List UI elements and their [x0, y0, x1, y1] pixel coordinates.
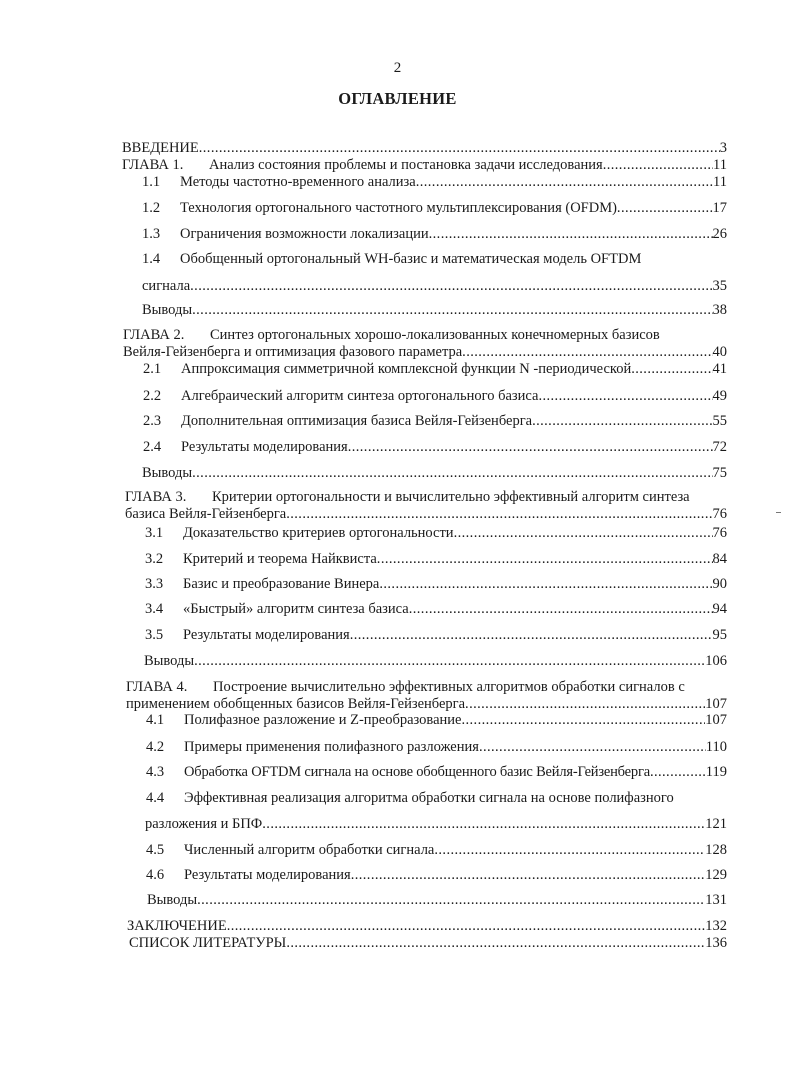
section-number: 1.2	[142, 200, 161, 216]
entry-text: Численный алгоритм обработки сигнала	[184, 842, 435, 858]
dot-leader	[286, 505, 712, 523]
entry-text: Дополнительная оптимизация базиса Вейля-Гейзенберга	[181, 413, 533, 429]
section-number: 3.2	[145, 551, 164, 567]
entry-text: Полифазное разложение и Z-преобразование	[184, 712, 462, 728]
section-number: 4.2	[146, 739, 165, 755]
entry-page: 110	[705, 739, 727, 755]
dot-leader	[603, 156, 713, 174]
entry-page: 121	[705, 816, 727, 832]
toc-conclusions	[142, 464, 727, 482]
chapter-label: ГЛАВА 1.	[122, 157, 184, 173]
entry-text: Критерий и теорема Найквиста	[183, 551, 377, 567]
toc-conclusions	[147, 891, 727, 909]
entry-page: 107	[705, 712, 727, 728]
entry-text: Результаты моделирования	[181, 439, 348, 455]
entry-text: Результаты моделирования	[184, 867, 351, 883]
page-number: 2	[393, 60, 402, 76]
entry-text: Доказательство критериев ортогональности	[183, 525, 454, 541]
dot-leader	[409, 600, 713, 618]
toc-section	[146, 866, 727, 884]
entry-text: «Быстрый» алгоритм синтеза базиса	[183, 601, 409, 617]
toc-section	[146, 789, 727, 807]
entry-page: 84	[712, 551, 727, 567]
toc-section	[145, 550, 727, 568]
section-number: 2.3	[143, 413, 162, 429]
dot-leader	[454, 524, 713, 542]
page-title: ОГЛАВЛЕНИЕ	[338, 89, 457, 108]
toc-chapter-continuation	[125, 505, 727, 523]
dot-leader	[192, 464, 712, 482]
dot-leader	[192, 301, 712, 319]
entry-text: Обобщенный ортогональный WH-базис и математическая модель OFTDM	[180, 251, 642, 267]
section-number: 2.1	[143, 361, 162, 377]
entry-text: базиса Вейля-Гейзенберга	[125, 506, 287, 522]
dot-leader	[199, 139, 720, 157]
dot-leader	[190, 277, 712, 295]
entry-page: 11	[713, 174, 727, 190]
entry-page: 49	[712, 388, 727, 404]
entry-page: 55	[712, 413, 727, 429]
dot-leader	[434, 841, 705, 859]
toc-section	[145, 626, 727, 644]
toc-chapter-3	[125, 488, 727, 506]
dot-leader	[227, 917, 706, 935]
entry-text: ВВЕДЕНИЕ	[122, 140, 199, 156]
entry-page: 72	[712, 439, 727, 455]
entry-text: Синтез ортогональных хорошо-локализованных конечномерных базисов	[210, 327, 660, 343]
entry-text: Построение вычислительно эффективных алгоритмов обработки сигналов с	[213, 679, 685, 695]
toc-section	[145, 600, 727, 618]
entry-page: 95	[712, 627, 727, 643]
section-number: 3.4	[145, 601, 164, 617]
chapter-label: ГЛАВА 2.	[123, 327, 185, 343]
toc-chapter-2	[123, 326, 727, 344]
entry-text: Обработка OFTDM сигнала на основе обобщенного базис Вейля-Гейзенберга	[184, 764, 650, 780]
toc-conclusions	[144, 652, 727, 670]
chapter-label: ГЛАВА 3.	[125, 489, 187, 505]
dot-leader	[416, 173, 713, 191]
dot-leader	[532, 412, 712, 430]
toc-section	[146, 711, 727, 729]
toc-entry-intro	[122, 139, 727, 157]
section-number: 4.4	[146, 790, 165, 806]
toc-section	[142, 250, 727, 268]
entry-page: 38	[712, 302, 727, 318]
entry-page: 128	[705, 842, 727, 858]
toc-section	[143, 438, 727, 456]
entry-page: 107	[705, 696, 727, 712]
entry-page: 75	[712, 465, 727, 481]
toc-section	[143, 412, 727, 430]
section-number: 1.4	[142, 251, 161, 267]
dot-leader	[348, 438, 713, 456]
toc-entry-references	[129, 934, 727, 952]
dot-leader	[262, 815, 705, 833]
entry-text: разложения и БПФ	[145, 816, 263, 832]
entry-page: 40	[712, 344, 727, 360]
entry-text: ЗАКЛЮЧЕНИЕ	[127, 918, 227, 934]
entry-text: Критерии ортогональности и вычислительно эффективный алгоритм синтеза	[212, 489, 690, 505]
entry-text: Выводы	[144, 653, 195, 669]
entry-page: 129	[705, 867, 727, 883]
section-number: 1.3	[142, 226, 161, 242]
entry-page: 94	[712, 601, 727, 617]
dot-leader	[194, 652, 705, 670]
entry-text: Алгебраический алгоритм синтеза ортогонального базиса	[181, 388, 539, 404]
dot-leader	[379, 575, 712, 593]
dot-leader	[350, 626, 713, 644]
toc-section	[146, 841, 727, 859]
entry-text: Выводы	[142, 465, 193, 481]
entry-text: Результаты моделирования	[183, 627, 350, 643]
toc-section	[142, 225, 727, 243]
entry-text: сигнала	[142, 278, 191, 294]
entry-page: 131	[705, 892, 727, 908]
dot-leader	[462, 343, 712, 361]
dot-leader	[197, 891, 705, 909]
entry-page: 17	[712, 200, 727, 216]
dot-leader	[631, 360, 712, 378]
toc-conclusions	[142, 301, 727, 319]
entry-page: 119	[705, 764, 727, 780]
entry-page: 76	[712, 506, 727, 522]
entry-text: Анализ состояния проблемы и постановка задачи исследования	[209, 157, 603, 173]
toc-section	[142, 199, 727, 217]
entry-page: 3	[719, 140, 727, 156]
dot-leader	[617, 199, 713, 217]
entry-text: Методы частотно-временного анализа	[180, 174, 416, 190]
toc-chapter-1	[122, 156, 727, 174]
dot-leader	[429, 225, 713, 243]
toc-section	[145, 524, 727, 542]
toc-chapter-continuation	[123, 343, 727, 361]
dot-leader	[351, 866, 706, 884]
dot-leader	[461, 711, 705, 729]
entry-text: Эффективная реализация алгоритма обработки сигнала на основе полифазного	[184, 790, 674, 806]
toc-section-continuation	[142, 277, 727, 295]
entry-text: Примеры применения полифазного разложения	[184, 739, 479, 755]
toc-section	[145, 575, 727, 593]
entry-text: Базис и преобразование Винера	[183, 576, 380, 592]
entry-text: Выводы	[147, 892, 198, 908]
entry-text: Выводы	[142, 302, 193, 318]
toc-section	[143, 387, 727, 405]
entry-text: Вейля-Гейзенберга и оптимизация фазового параметра	[123, 344, 463, 360]
section-number: 4.6	[146, 867, 165, 883]
toc-section	[143, 360, 727, 378]
entry-text: СПИСОК ЛИТЕРАТУРЫ	[129, 935, 287, 951]
section-number: 2.4	[143, 439, 162, 455]
toc-section	[146, 763, 727, 781]
dot-leader	[286, 934, 705, 952]
entry-text: применением обобщенных базисов Вейля-Гейзенберга	[126, 696, 466, 712]
section-number: 4.5	[146, 842, 165, 858]
entry-text: Ограничения возможности локализации	[180, 226, 429, 242]
entry-page: 26	[712, 226, 727, 242]
entry-page: 76	[712, 525, 727, 541]
dot-leader	[538, 387, 712, 405]
entry-page: 41	[712, 361, 727, 377]
dot-leader	[650, 763, 706, 781]
entry-page: 90	[712, 576, 727, 592]
chapter-label: ГЛАВА 4.	[126, 679, 188, 695]
toc-section	[142, 173, 727, 191]
entry-page: 132	[705, 918, 727, 934]
section-number: 4.3	[146, 764, 165, 780]
section-number: 1.1	[142, 174, 161, 190]
toc-chapter-4	[126, 678, 727, 696]
scan-artifact	[776, 512, 781, 513]
dot-leader	[479, 738, 706, 756]
dot-leader	[377, 550, 713, 568]
section-number: 2.2	[143, 388, 162, 404]
entry-page: 35	[712, 278, 727, 294]
section-number: 3.1	[145, 525, 164, 541]
entry-page: 11	[713, 157, 727, 173]
entry-text: Технология ортогонального частотного мультиплексирования (OFDM)	[180, 200, 617, 216]
entry-text: Аппроксимация симметричной комплексной функции N -периодической	[181, 361, 632, 377]
entry-page: 106	[705, 653, 727, 669]
section-number: 3.5	[145, 627, 164, 643]
section-number: 3.3	[145, 576, 164, 592]
toc-section-continuation	[145, 815, 727, 833]
toc-entry-conclusion	[127, 917, 727, 935]
section-number: 4.1	[146, 712, 165, 728]
toc-section	[146, 738, 727, 756]
entry-page: 136	[705, 935, 727, 951]
